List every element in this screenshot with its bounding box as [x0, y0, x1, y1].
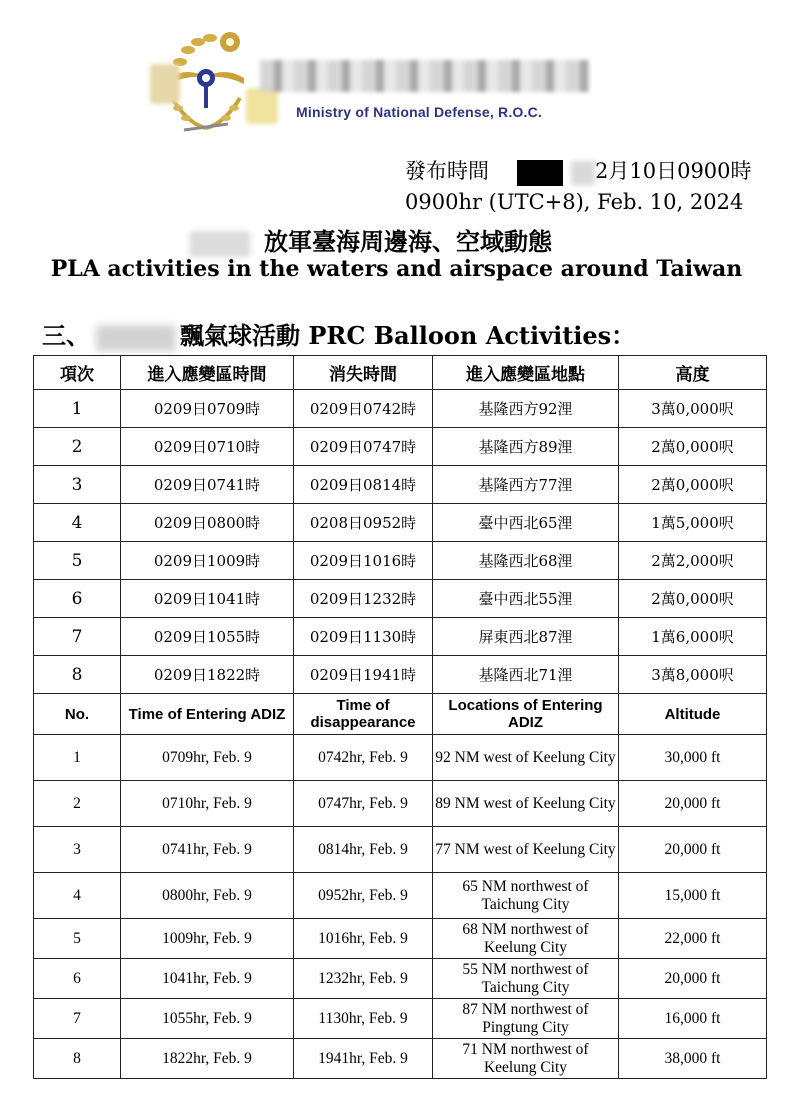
- redacted-area: [96, 325, 176, 351]
- table-row: [34, 735, 767, 781]
- column-header: Locations of Entering ADIZ: [433, 694, 619, 735]
- table-cell: 基隆西方89浬: [433, 428, 619, 466]
- table-row: [34, 873, 767, 919]
- table-cell: 0209日1055時: [121, 618, 294, 656]
- page-title-en: PLA activities in the waters and airspace around Taiwan: [50, 256, 743, 282]
- table-cell: 0209日1016時: [294, 542, 433, 580]
- table-cell: 臺中西北65浬: [433, 504, 619, 542]
- redacted-area: [190, 231, 250, 257]
- table-cell: 92 NM west of Keelung City: [433, 735, 619, 781]
- table-cell: 4: [34, 873, 121, 919]
- table-cell: 基隆西北71浬: [433, 656, 619, 694]
- table-cell: 0209日0747時: [294, 428, 433, 466]
- table-cell: 0710hr, Feb. 9: [121, 781, 294, 827]
- table-cell: 1016hr, Feb. 9: [294, 919, 433, 959]
- table-cell: 20,000 ft: [619, 827, 767, 873]
- table-row: [34, 1039, 767, 1079]
- table-cell: 3萬8,000呎: [619, 656, 767, 694]
- table-cell: 0209日1130時: [294, 618, 433, 656]
- table-cell: 0209日1941時: [294, 656, 433, 694]
- table-row: [34, 390, 767, 428]
- table-row: [34, 919, 767, 959]
- table-row: [34, 656, 767, 694]
- table-cell: 臺中西北55浬: [433, 580, 619, 618]
- table-header-en: [34, 694, 767, 735]
- redacted-area: [246, 88, 278, 124]
- table-row: [34, 827, 767, 873]
- table-cell: 0747hr, Feb. 9: [294, 781, 433, 827]
- column-header: Altitude: [619, 694, 767, 735]
- table-cell: 2: [34, 428, 121, 466]
- table-row: [34, 504, 767, 542]
- table-row: [34, 618, 767, 656]
- column-header: 進入應變區時間: [121, 356, 294, 390]
- table-cell: 55 NM northwest of Taichung City: [433, 959, 619, 999]
- table-cell: 87 NM northwest of Pingtung City: [433, 999, 619, 1039]
- column-header: No.: [34, 694, 121, 735]
- table-cell: 0741hr, Feb. 9: [121, 827, 294, 873]
- table-cell: 0209日1041時: [121, 580, 294, 618]
- column-header: Time of disappearance: [294, 694, 433, 735]
- table-cell: 1055hr, Feb. 9: [121, 999, 294, 1039]
- document-header: [150, 28, 610, 138]
- table-cell: 5: [34, 919, 121, 959]
- release-time-tail: 2月10日0900時: [595, 159, 752, 183]
- table-cell: 2萬0,000呎: [619, 466, 767, 504]
- ministry-english-name: Ministry of National Defense, R.O.C.: [296, 104, 543, 120]
- table-cell: 0209日1009時: [121, 542, 294, 580]
- table-cell: 7: [34, 999, 121, 1039]
- table-cell: 16,000 ft: [619, 999, 767, 1039]
- table-cell: 0209日1232時: [294, 580, 433, 618]
- table-cell: 0209日0742時: [294, 390, 433, 428]
- table-cell: 1130hr, Feb. 9: [294, 999, 433, 1039]
- table-cell: 8: [34, 656, 121, 694]
- table-cell: 0952hr, Feb. 9: [294, 873, 433, 919]
- table-header-cn: [34, 356, 767, 390]
- table-cell: 0209日1822時: [121, 656, 294, 694]
- table-row: [34, 781, 767, 827]
- table-cell: 2萬2,000呎: [619, 542, 767, 580]
- table-cell: 20,000 ft: [619, 781, 767, 827]
- table-cell: 65 NM northwest of Taichung City: [433, 873, 619, 919]
- table-cell: 20,000 ft: [619, 959, 767, 999]
- release-label: 發布時間: [405, 159, 489, 183]
- table-row: [34, 580, 767, 618]
- table-row: [34, 999, 767, 1039]
- table-cell: 15,000 ft: [619, 873, 767, 919]
- table-cell: 0742hr, Feb. 9: [294, 735, 433, 781]
- table-cell: 6: [34, 580, 121, 618]
- release-time-en: 0900hr (UTC+8), Feb. 10, 2024: [405, 190, 744, 214]
- redacted-chinese-title: [260, 60, 590, 92]
- table-cell: 1009hr, Feb. 9: [121, 919, 294, 959]
- section-title: 飄氣球活動 PRC Balloon Activities：: [180, 321, 636, 350]
- section-prefix: 三、: [42, 321, 90, 350]
- table-cell: 1941hr, Feb. 9: [294, 1039, 433, 1079]
- table-cell: 1萬6,000呎: [619, 618, 767, 656]
- table-cell: 3: [34, 827, 121, 873]
- table-row: [34, 959, 767, 999]
- table-cell: 7: [34, 618, 121, 656]
- table-cell: 1822hr, Feb. 9: [121, 1039, 294, 1079]
- column-header: 進入應變區地點: [433, 356, 619, 390]
- balloon-activity-table: [33, 355, 767, 1079]
- column-header: 消失時間: [294, 356, 433, 390]
- table-cell: 1: [34, 735, 121, 781]
- release-time-cn: [405, 155, 752, 186]
- table-cell: 1232hr, Feb. 9: [294, 959, 433, 999]
- table-cell: 8: [34, 1039, 121, 1079]
- page-title-cn: [190, 222, 552, 257]
- table-cell: 0209日0709時: [121, 390, 294, 428]
- table-cell: 屏東西北87浬: [433, 618, 619, 656]
- table-cell: 2: [34, 781, 121, 827]
- table-cell: 0209日0814時: [294, 466, 433, 504]
- table-cell: 0209日0800時: [121, 504, 294, 542]
- table-cell: 89 NM west of Keelung City: [433, 781, 619, 827]
- table-cell: 1041hr, Feb. 9: [121, 959, 294, 999]
- column-header: 項次: [34, 356, 121, 390]
- table-cell: 0208日0952時: [294, 504, 433, 542]
- redacted-area: [571, 161, 595, 185]
- table-row: [34, 466, 767, 504]
- table-cell: 基隆西方92浬: [433, 390, 619, 428]
- table-cell: 5: [34, 542, 121, 580]
- table-cell: 38,000 ft: [619, 1039, 767, 1079]
- table-cell: 30,000 ft: [619, 735, 767, 781]
- table-cell: 71 NM northwest of Keelung City: [433, 1039, 619, 1079]
- column-header: 高度: [619, 356, 767, 390]
- table-row: [34, 428, 767, 466]
- section-heading: [42, 316, 635, 351]
- title-cn-text: 放軍臺海周邊海、空域動態: [264, 227, 552, 256]
- table-cell: 2萬0,000呎: [619, 428, 767, 466]
- column-header: Time of Entering ADIZ: [121, 694, 294, 735]
- table-cell: 0209日0741時: [121, 466, 294, 504]
- table-cell: 1萬5,000呎: [619, 504, 767, 542]
- table-cell: 22,000 ft: [619, 919, 767, 959]
- table-cell: 2萬0,000呎: [619, 580, 767, 618]
- table-cell: 3萬0,000呎: [619, 390, 767, 428]
- table-cell: 6: [34, 959, 121, 999]
- redacted-area: [150, 64, 180, 104]
- table-cell: 3: [34, 466, 121, 504]
- table-cell: 0209日0710時: [121, 428, 294, 466]
- table-cell: 4: [34, 504, 121, 542]
- table-cell: 基隆西北68浬: [433, 542, 619, 580]
- redacted-block: [517, 160, 563, 186]
- table-cell: 0814hr, Feb. 9: [294, 827, 433, 873]
- table-cell: 77 NM west of Keelung City: [433, 827, 619, 873]
- table-cell: 1: [34, 390, 121, 428]
- table-cell: 68 NM northwest of Keelung City: [433, 919, 619, 959]
- table-cell: 0800hr, Feb. 9: [121, 873, 294, 919]
- table-cell: 0709hr, Feb. 9: [121, 735, 294, 781]
- table-cell: 基隆西方77浬: [433, 466, 619, 504]
- table-row: [34, 542, 767, 580]
